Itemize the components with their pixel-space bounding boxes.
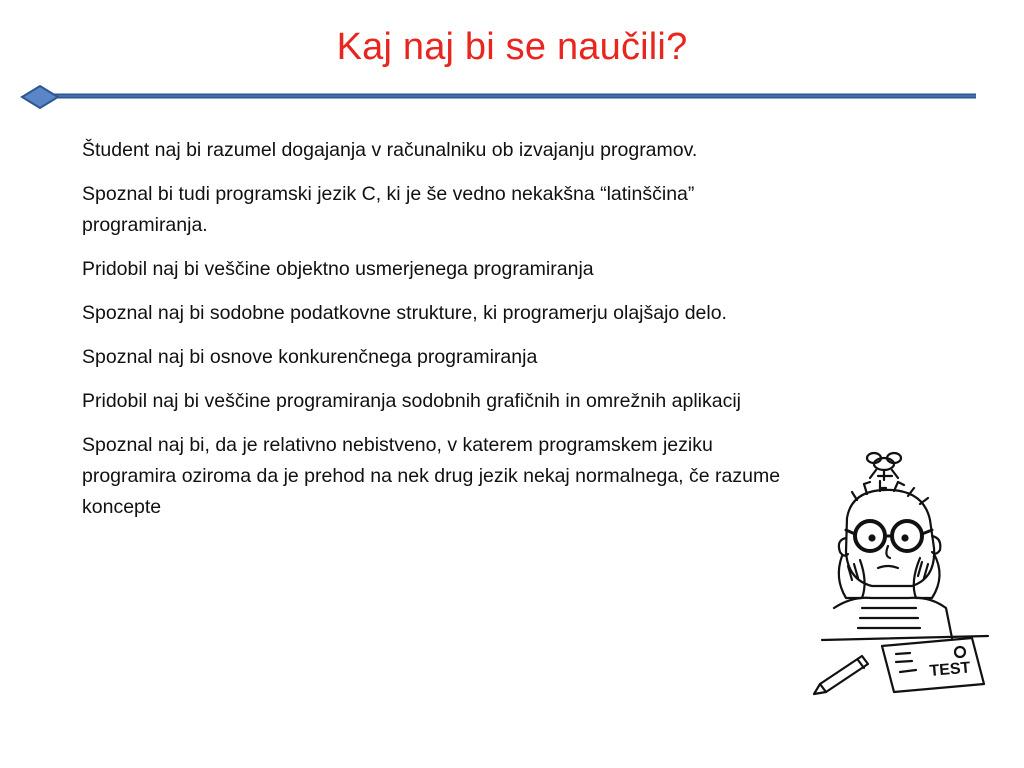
- title-divider: [18, 83, 980, 113]
- bullet-item: Pridobil naj bi veščine programiranja sodobnih grafičnih in omrežnih aplikacij: [82, 390, 742, 412]
- test-paper-label: TEST: [928, 659, 972, 680]
- bullet-item: Spoznal naj bi sodobne podatkovne strukture, ki programerju olajšajo delo.: [82, 302, 727, 324]
- diamond-icon: [22, 86, 58, 108]
- bullet-item: Študent naj bi razumel dogajanja v računalniku ob izvajanju programov.: [82, 139, 698, 161]
- bullet-list: [82, 135, 802, 536]
- fly-icon: [867, 453, 901, 480]
- slide-title: Kaj naj bi se naučili?: [336, 26, 688, 68]
- pencil-icon: [814, 656, 868, 694]
- bullet-item: Spoznal naj bi osnove konkurenčnega programiranja: [82, 346, 538, 368]
- bullet-item: Pridobil naj bi veščine objektno usmerjenega programiranja: [82, 258, 594, 280]
- bullet-item: Spoznal bi tudi programski jezik C, ki je še vedno nekakšna “latinščina” programiranja.: [82, 183, 695, 236]
- student-test-cartoon-icon: [812, 448, 992, 698]
- bullet-item: Spoznal naj bi, da je relativno nebistveno, v katerem programskem jeziku programira oziroma da je prehod na nek drug jezik nekaj normalnega, če razume koncepte: [82, 434, 781, 518]
